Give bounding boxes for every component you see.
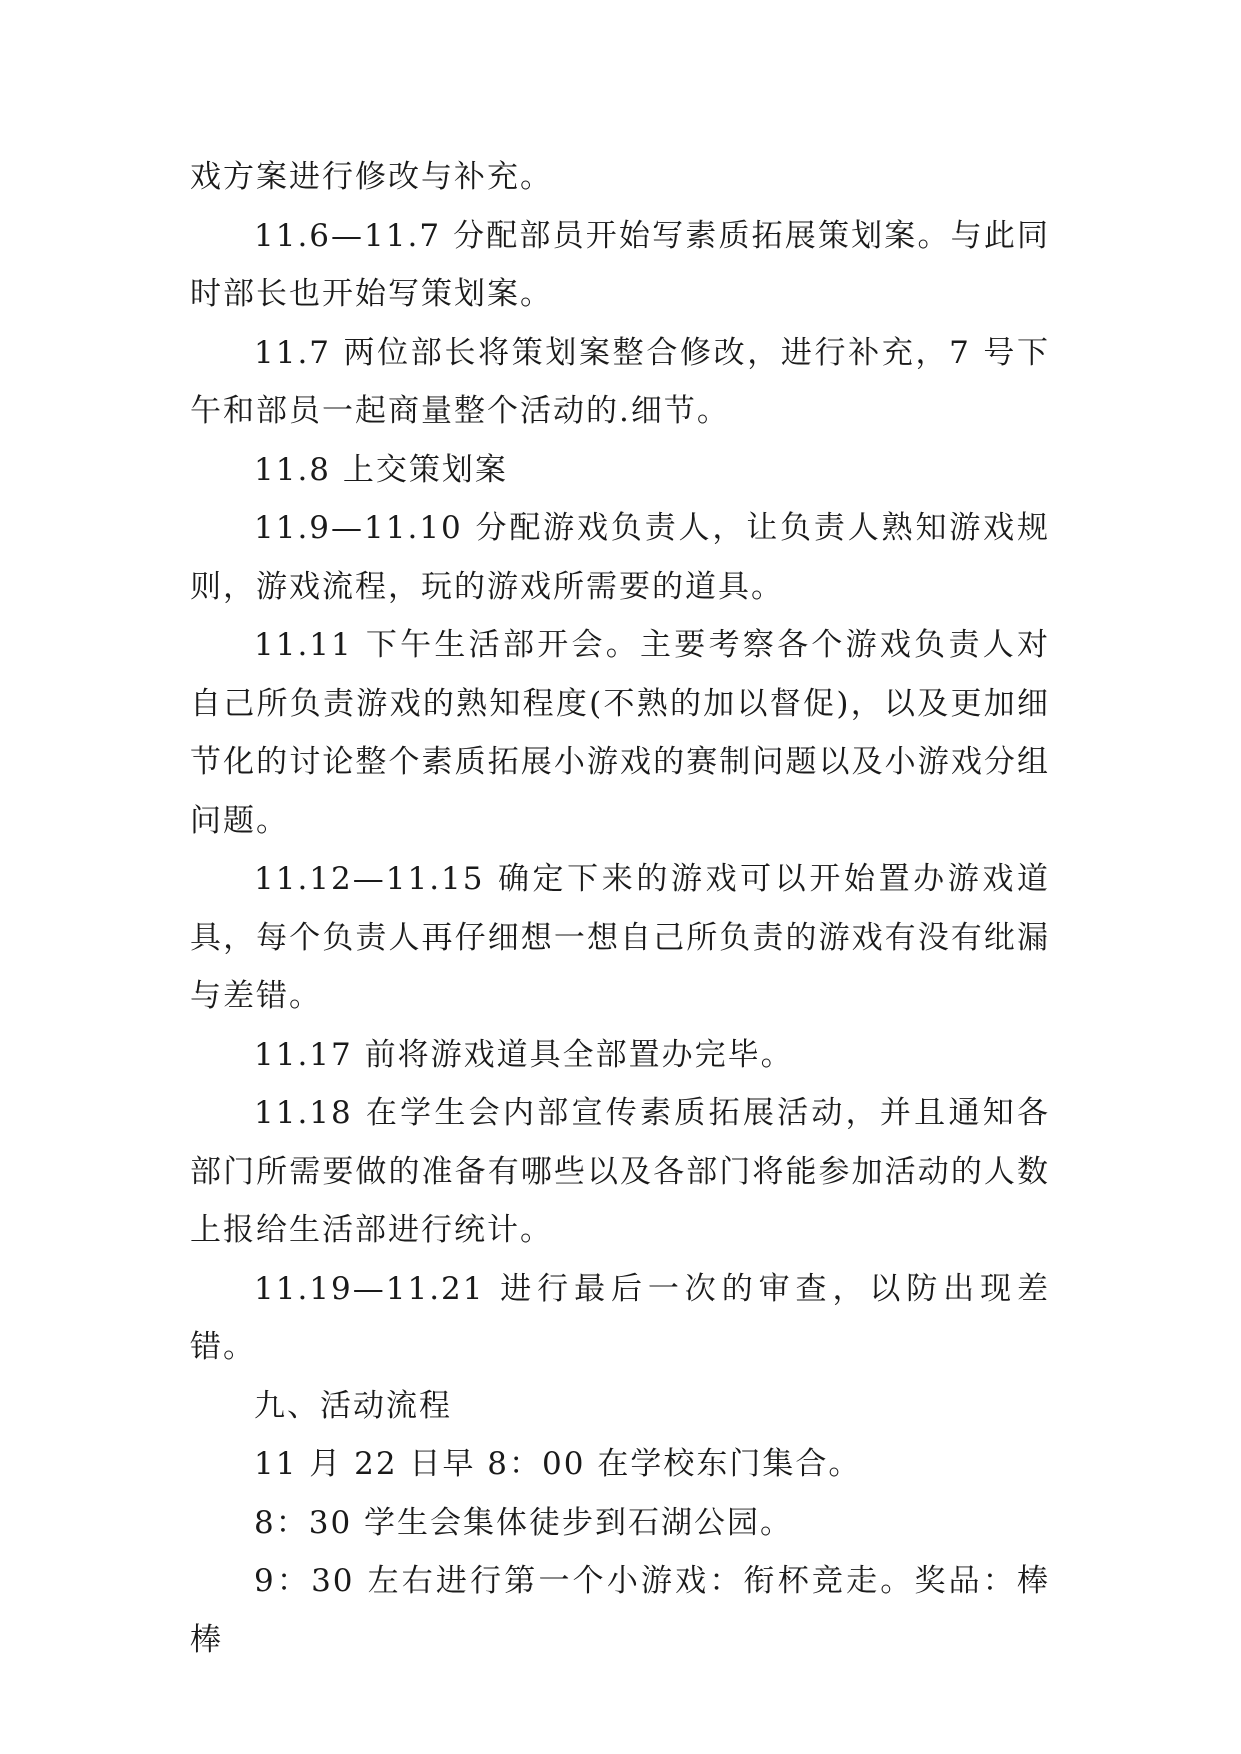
paragraph: 戏方案进行修改与补充。 [190, 159, 553, 195]
paragraph: 8：30 学生会集体徒步到石湖公园。 [254, 1504, 794, 1541]
paragraph: 11.11 下午生活部开会。主要考察各个游戏负责人对自己所负责游戏的熟知程度(不熟的加以督促)，以及更加细节化的讨论整个素质拓展小游戏的赛制问题以及小游戏分组问题。 [190, 627, 1050, 839]
section-heading: 九、活动流程 [254, 1387, 452, 1424]
paragraph: 11 月 22 日早 8：00 在学校东门集合。 [254, 1446, 862, 1482]
paragraph: 11.18 在学生会内部宣传素质拓展活动，并且通知各部门所需要做的准备有哪些以及各部门将能参加活动的人数上报给生活部进行统计。 [190, 1095, 1050, 1248]
paragraph: 11.6—11.7 分配部员开始写素质拓展策划案。与此同时部长也开始写策划案。 [190, 217, 1050, 312]
document-page [190, 148, 1050, 1669]
paragraph: 11.19—11.21 进行最后一次的审查，以防出现差错。 [190, 1270, 1050, 1365]
paragraph: 11.17 前将游戏道具全部置办完毕。 [254, 1036, 794, 1073]
paragraph: 9：30 左右进行第一个小游戏：衔杯竞走。奖品：棒棒 [190, 1563, 1050, 1658]
paragraph: 11.12—11.15 确定下来的游戏可以开始置办游戏道具，每个负责人再仔细想一想自己所负责的游戏有没有纰漏与差错。 [190, 861, 1050, 1014]
paragraph: 11.8 上交策划案 [254, 451, 508, 488]
paragraph: 11.7 两位部长将策划案整合修改，进行补充，7 号下午和部员一起商量整个活动的.细节。 [190, 334, 1050, 429]
paragraph: 11.9—11.10 分配游戏负责人，让负责人熟知游戏规则，游戏流程，玩的游戏所需要的道具。 [190, 510, 1050, 605]
